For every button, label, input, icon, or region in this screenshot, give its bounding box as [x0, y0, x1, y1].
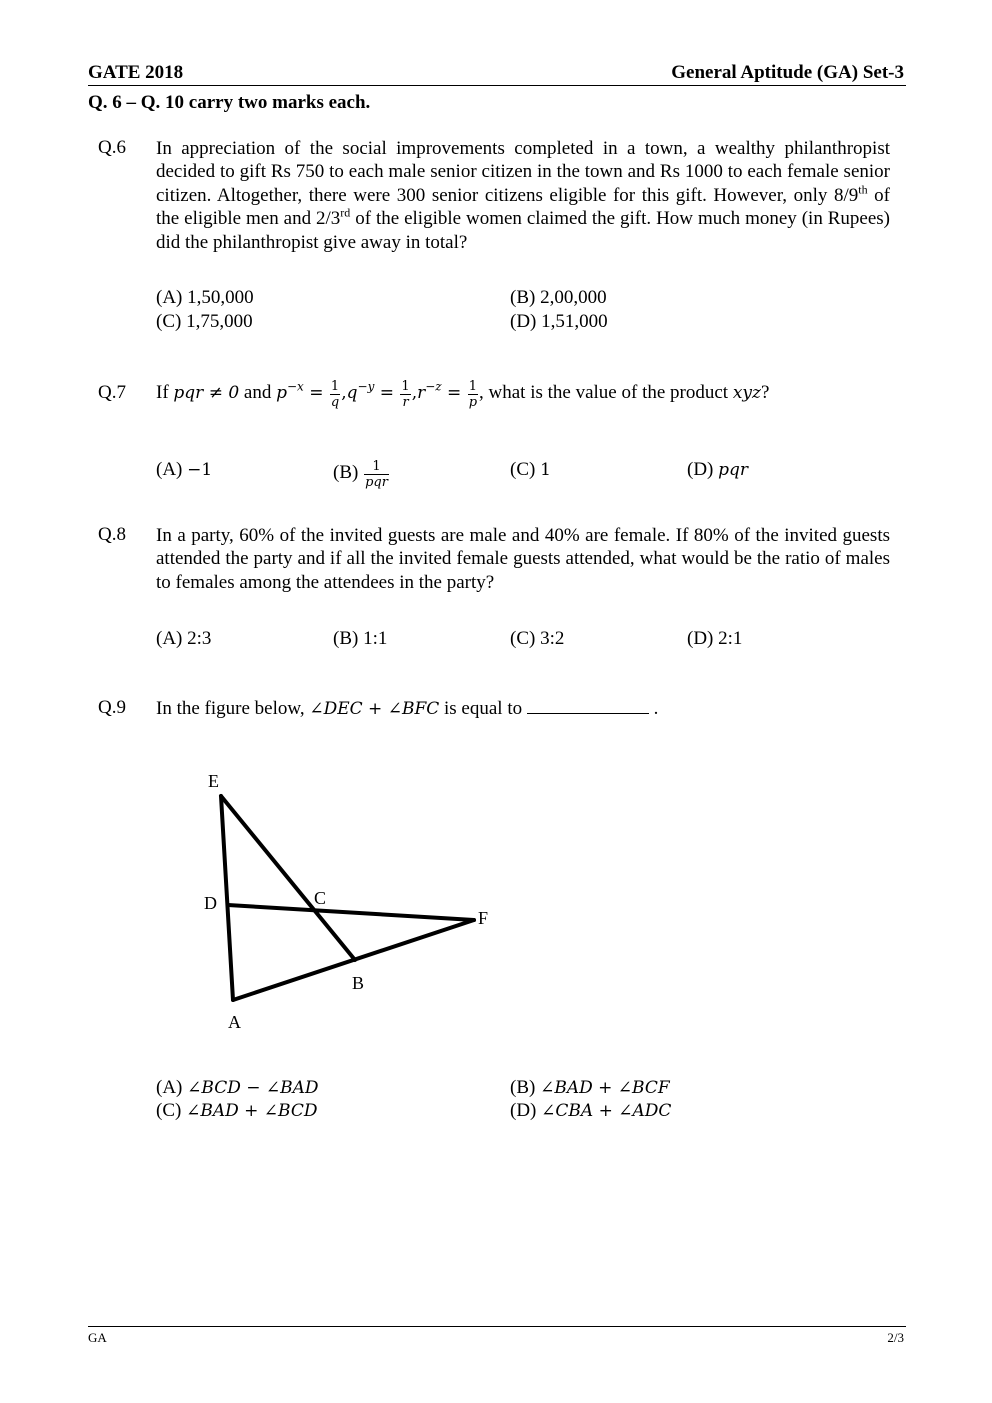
q9-option-c: (C) ∠BAD + ∠BCD	[156, 1100, 318, 1121]
q7-option-b: (B) $\frac{1}{\text{pqr}}$	[333, 459, 388, 490]
label-E: E	[208, 771, 219, 791]
q7-text: If pqr ≠ 0 and $p^{-x}$ = $\frac{1}{q}$ $,q^{-y}$ = $\frac{1}{r}$ $,r^{-z}$ = $\frac{1}{p}$ , what is the value of the product xyz?	[156, 379, 770, 410]
section-title: Q. 6 – Q. 10 carry two marks each.	[88, 92, 371, 113]
footer-rule	[88, 1326, 906, 1327]
footer-page-number: 2/3	[887, 1330, 904, 1345]
q9-option-b: (B) ∠BAD + ∠BCF	[510, 1077, 670, 1098]
q9-option-a: (A) ∠BCD − ∠BAD	[156, 1077, 319, 1098]
edge-EA	[221, 796, 233, 1000]
footer-section: GA	[88, 1330, 107, 1345]
q7-option-d: (D) pqr	[687, 459, 749, 480]
label-F: F	[478, 908, 489, 928]
edge-DF	[228, 905, 474, 920]
q7-number: Q.7	[98, 382, 126, 403]
q8-text: In a party, 60% of the invited guests are male and 40% are female. If 80% of the invited guests attended the party and if all the invited female guests attended, what would be the ratio of males to females among the attendees in the party?	[156, 525, 890, 593]
q6-option-d: (D) 1,51,000	[510, 311, 608, 332]
q6-number: Q.6	[98, 137, 126, 158]
q8-option-b: (B) 1:1	[333, 628, 388, 649]
q7-option-a: (A) −1	[156, 459, 213, 480]
q9-text: In the figure below, ∠DEC + ∠BFC is equal to .	[156, 698, 659, 719]
header-exam-title: GATE 2018	[88, 62, 184, 83]
label-A: A	[228, 1012, 241, 1032]
q6-option-b: (B) 2,00,000	[510, 287, 607, 308]
label-C: C	[314, 888, 327, 908]
q9-option-d: (D) ∠CBA + ∠ADC	[510, 1100, 672, 1121]
label-B: B	[352, 973, 365, 993]
q6-text: In appreciation of the social improvements completed in a town, a wealthy philanthropist decided to gift Rs 750 to each male senior citizen in the town and Rs 1000 to each female senior citizen. Altogether, there were 300 senior citizens eligible for this gift. However, only 8/9th of the eligible men and 2/3rd of the eligible women claimed the gift. How much money (in Rupees) did the philanthropist give away in total?	[156, 138, 890, 253]
edge-EB	[221, 796, 355, 960]
q9-number: Q.9	[98, 697, 126, 718]
q8-number: Q.8	[98, 524, 126, 545]
q8-option-a: (A) 2:3	[156, 628, 212, 649]
q8-option-d: (D) 2:1	[687, 628, 743, 649]
header-paper-title: General Aptitude (GA) Set-3	[671, 62, 904, 83]
label-D: D	[204, 893, 217, 913]
q8-option-c: (C) 3:2	[510, 628, 565, 649]
q7-option-c: (C) 1	[510, 459, 551, 480]
q6-option-c: (C) 1,75,000	[156, 311, 253, 332]
q6-option-a: (A) 1,50,000	[156, 287, 254, 308]
